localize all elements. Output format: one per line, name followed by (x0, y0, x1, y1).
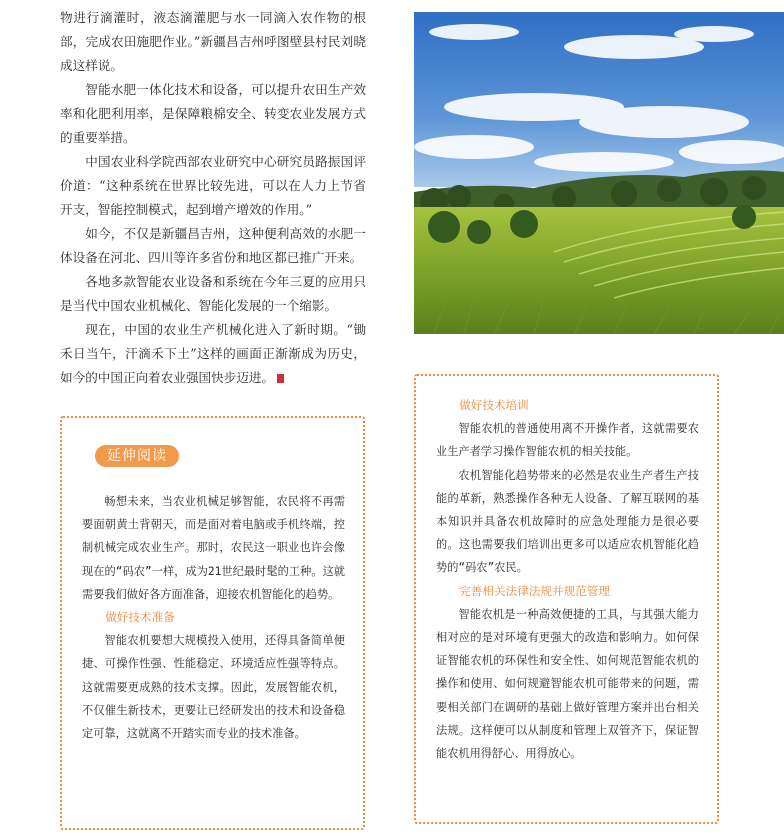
article-paragraph: 智能水肥一体化技术和设备，可以提升农田生产效率和化肥利用率，是保障粮棉安全、转变农业发展方式的重要举措。 (60, 82, 366, 145)
article-paragraph: 中国农业科学院西部农业研究中心研究员路振国评价道：“这种系统在世界比较先进，可以在人力上节省开支，智能控制模式，起到增产增效的作用。” (60, 154, 366, 217)
article-paragraph-last: 现在，中国的农业生产机械化进入了新时期。“锄禾日当午，汗滴禾下土”这样的画面正渐渐成为历史，如今的中国正向着农业强国快步迈进。 (60, 322, 366, 385)
extended-reading-body (82, 490, 345, 745)
section-title-law: 完善相关法律法规并规范管理 (459, 583, 610, 598)
rice-terrace-photo (414, 12, 784, 334)
article-paragraph: 如今，不仅是新疆昌吉州，这种便利高效的水肥一体设备在河北、四川等许多省份和地区都已推广开来。 (60, 226, 366, 265)
extended-reading-tag: 延伸阅读 (95, 445, 179, 467)
section-body-training-1: 智能农机的普通使用离不开操作者，这就需要农业生产者学习操作智能农机的相关技能。 (436, 422, 699, 459)
training-law-box (414, 374, 719, 824)
article-body (60, 6, 366, 390)
article-paragraph: 各地多款智能农业设备和系统在今年三夏的应用只是当代中国农业机械化、智能化发展的一个缩影。 (60, 274, 366, 313)
section-body-law: 智能农机是一种高效便捷的工具，与其强大能力相对应的是对环境有更强大的改造和影响力。如何保证智能农机的环保性和安全性、如何规范智能农机的操作和使用、如何规避智能农机可能带来的问题，需要相关部门在调研的基础上做好管理方案并出台相关法规。这样便可以从制度和管理上双管齐下，保证智能农机用得舒心、用得放心。 (436, 607, 699, 761)
training-law-body (436, 394, 699, 765)
end-mark-icon (277, 374, 284, 383)
section-title-training: 做好技术培训 (459, 398, 529, 412)
extended-reading-intro: 畅想未来，当农业机械足够智能，农民将不再需要面朝黄土背朝天，而是面对着电脑或手机终端，控制机械完成农业生产。那时，农民这一职业也许会像现在的“码农”一样，成为21世纪最时髦的工种。这就需要我们做好各方面准备，迎接农机智能化的趋势。 (82, 495, 345, 601)
section-title-tech-prep: 做好技术准备 (105, 610, 175, 625)
section-body-training-2: 农机智能化趋势带来的必然是农业生产者生产技能的革新，熟悉操作各种无人设备、了解互联网的基本知识并具备农机故障时的应急处理能力是很必要的。这也需要我们培训出更多可以适应农机智能化趋势的“码农”农民。 (436, 468, 699, 575)
article-paragraph: 物进行滴灌时，液态滴灌肥与水一同滴入农作物的根部，完成农田施肥作业。”新疆昌吉州呼图壁县村民刘晓成这样说。 (60, 10, 366, 73)
extended-reading-box (60, 416, 365, 830)
section-body-tech-prep: 智能农机要想大规模投入使用，还得具备简单便捷、可操作性强、性能稳定、环境适应性强等特点。这就需要更成熟的技术支撑。因此，发展智能农机，不仅催生新技术，更要让已经研发出的技术和设备稳定可靠，这就离不开踏实而专业的技术准备。 (82, 634, 345, 741)
rice-terrace-illustration (414, 12, 784, 334)
